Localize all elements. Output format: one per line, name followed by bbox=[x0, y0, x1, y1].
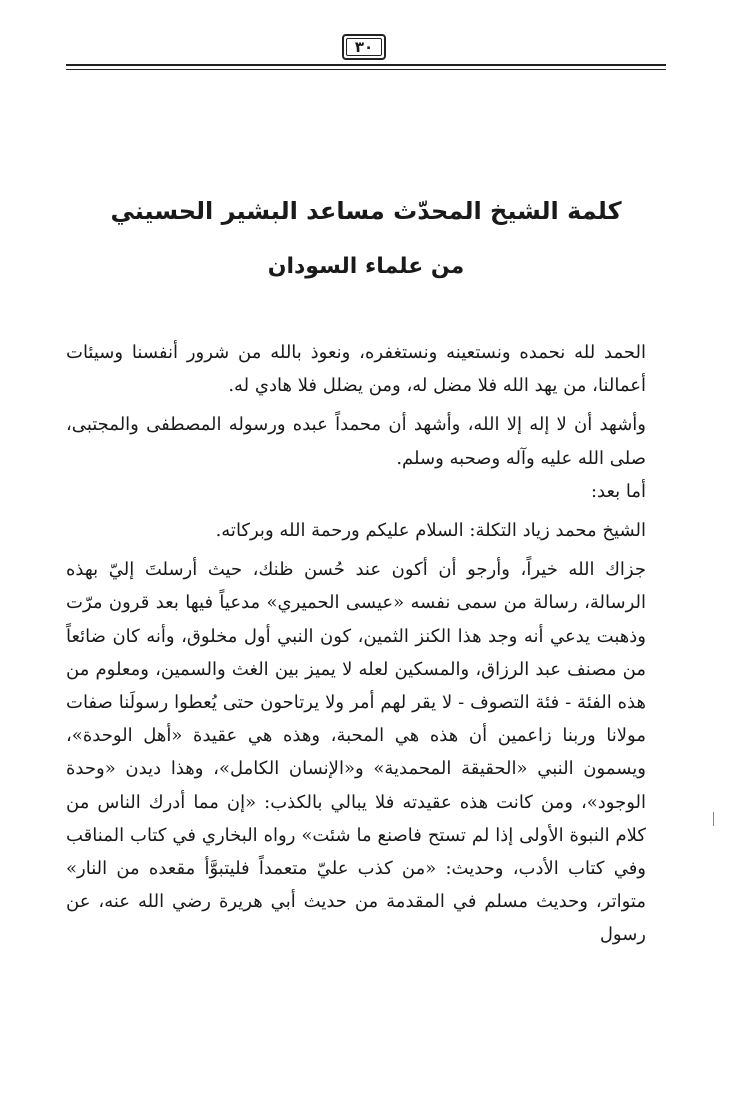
page-number-frame bbox=[342, 34, 386, 60]
margin-mark bbox=[713, 812, 714, 826]
body-text bbox=[66, 336, 668, 952]
paragraph-praise: الحمد لله نحمده ونستعينه ونستغفره، ونعوذ بالله من شرور أنفسنا وسيئات أعمالنا، من يهد الله فلا مضل له، ومن يضلل فلا هادي له. bbox=[66, 342, 646, 397]
page-number: ٣٠ bbox=[354, 38, 374, 56]
paragraph-testimony: وأشهد أن لا إله إلا الله، وأشهد أن محمداً عبده ورسوله المصطفى والمجتبى، صلى الله عليه وآله وصحبه وسلم. bbox=[66, 414, 646, 469]
section-subtitle: من علماء السودان bbox=[267, 254, 465, 279]
paragraph-salutation: الشيخ محمد زياد التكلة: السلام عليكم ورحمة الله وبركاته. bbox=[215, 520, 646, 542]
paragraph-amma-baad: أما بعد: bbox=[590, 480, 646, 502]
paragraph-main: جزاك الله خيراً، وأرجو أن أكون عند حُسن ظنك، حيث أرسلتَ إليّ بهذه الرسالة، رسالة من سمى نفسه «عيسى الحميري» مدعياً فيها بعد قرون مرّت وذهبت يدعي أنه وجد هذا الكنز الثمين، كون النبي أول مخلوق، وأنه كان ضائعاً من مصنف عبد الرزاق، والمسكين لعله لا يميز بين الغث والسمين، ومعلوم من هذه الفئة - فئة التصوف - لا يقر لهم أمر ولا يرتاحون حتى يُعطوا رسولَنا صفات مولانا وربنا زاعمين أن هذه هي المحبة، وهذه هي عقيدة «أهل الوحدة»، ويسمون النبي «الحقيقة المحمدية» و«الإنسان الكامل»، وهذا ديدن «وحدة الوجود»، ومن كانت هذه عقيدته فلا يبالي بالكذب: «إن مما أدرك الناس من كلام النبوة الأولى إذا لم تستح فاصنع ما شئت» رواه البخاري في كتاب المناقب وفي كتاب الأدب، وحديث: «من كذب عليّ متعمداً فليتبوَّأ مقعده من النار» متواتر، وحديث مسلم في المقدمة من حديث أبي هريرة رضي الله عنه، عن رسول bbox=[66, 559, 646, 946]
header-rule-thin bbox=[66, 69, 666, 70]
header-rule-thick bbox=[66, 64, 666, 66]
section-title: كلمة الشيخ المحدّث مساعد البشير الحسيني bbox=[110, 197, 622, 225]
page-header bbox=[66, 34, 666, 74]
